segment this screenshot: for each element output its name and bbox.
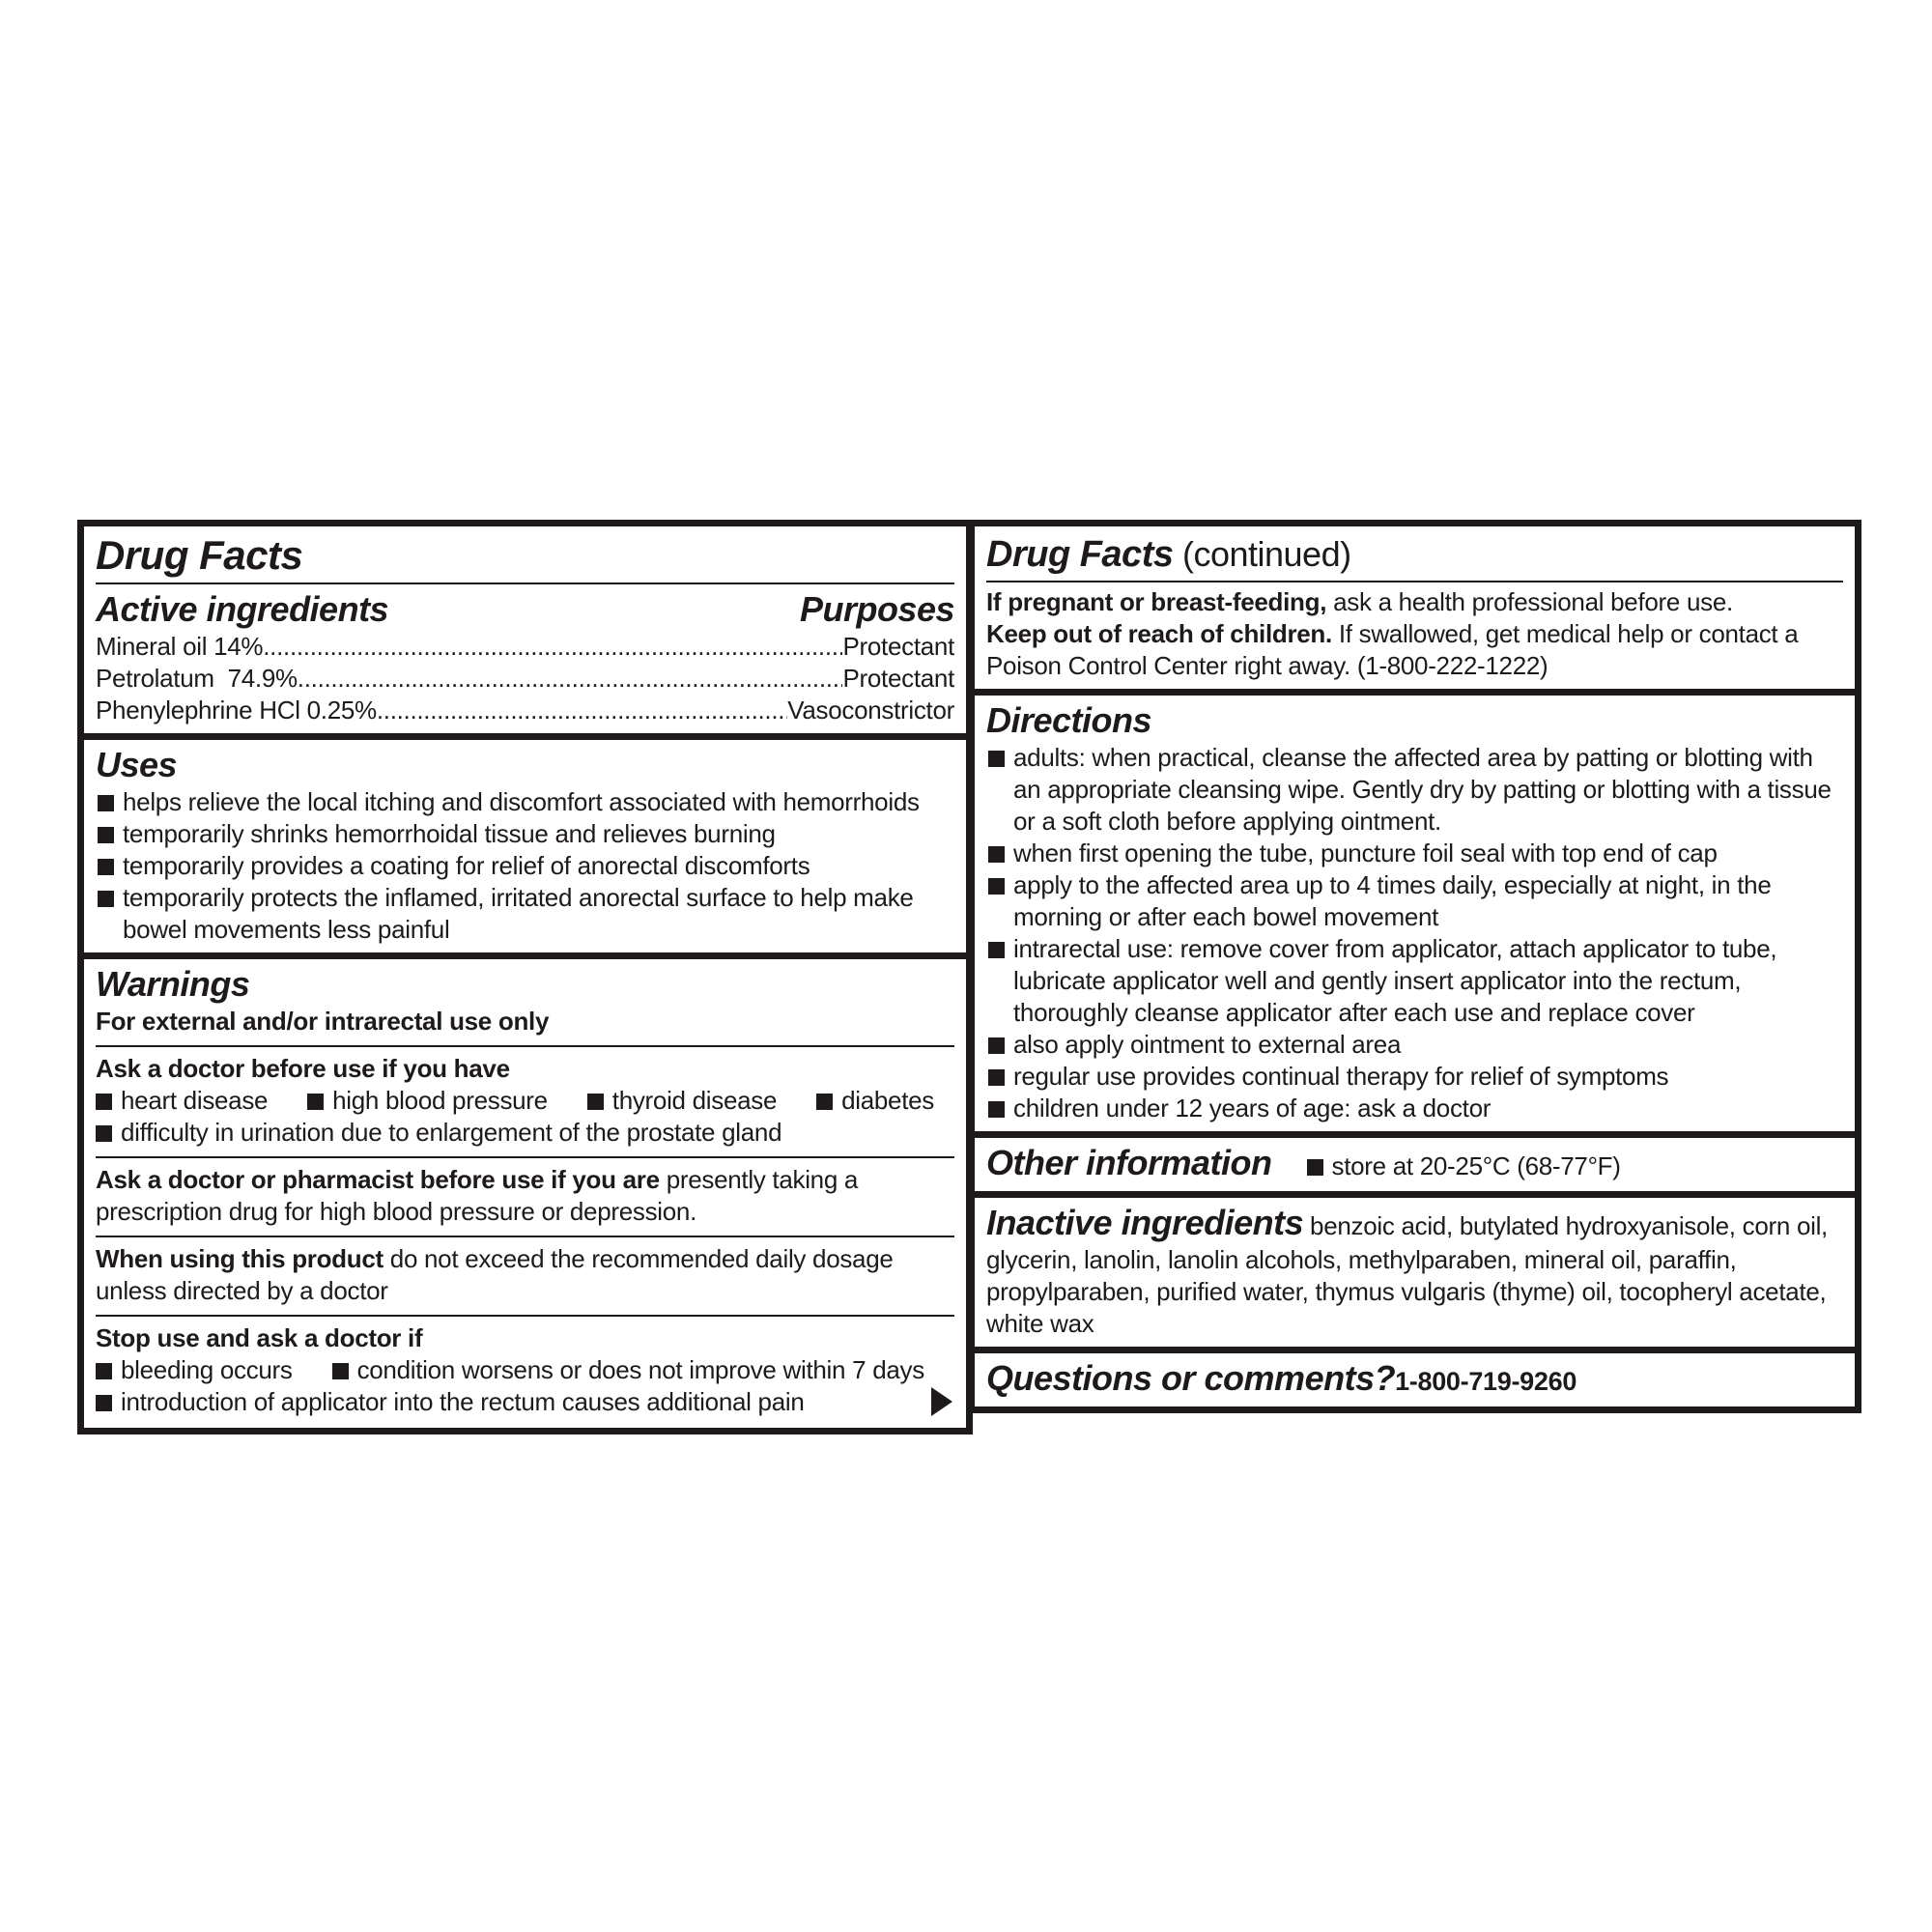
other-information-heading: Other information [986,1143,1272,1182]
list-item [986,1061,1843,1093]
stop-use-item: condition worsens or does not improve within 7 days [356,1355,924,1384]
condition-item: thyroid disease [611,1086,778,1115]
bullet-square-icon [98,795,114,811]
ingredient-row [96,631,954,663]
list-item-text: intrarectal use: remove cover from applicator, attach applicator to tube, lubricate applicator well and gently insert applicator into the rectum, thoroughly cleanse applicator after each use and replace cover [1013,934,1777,1027]
list-item [96,882,954,946]
condition-item: high blood pressure [332,1086,548,1115]
questions-row [986,1357,1843,1400]
purposes-heading: Purposes [799,589,954,629]
list-item [96,850,954,882]
stop-use-item: introduction of applicator into the rectum causes additional pain [121,1387,805,1416]
keep-out-lead: Keep out of reach of children. [986,619,1332,648]
dot-leader [377,695,787,726]
drug-facts-left-column [77,520,973,1435]
list-item [986,1093,1843,1124]
bullet-square-icon [988,1037,1005,1054]
bullet-square-icon [988,1069,1005,1086]
list-item-text: temporarily provides a coating for relief of anorectal discomforts [123,851,810,880]
list-item-text: regular use provides continual therapy for relief of symptoms [1013,1062,1669,1091]
uses-heading: Uses [96,745,178,784]
condition-item: heart disease [121,1086,269,1115]
drug-facts-continued-title [986,530,1843,579]
bullet-square-icon [816,1094,833,1110]
bullet-square-icon [98,859,114,875]
list-item-text: helps relieve the local itching and discomfort associated with hemorrhoids [123,787,920,816]
ingredient-purpose: Protectant [842,664,954,693]
bullet-square-icon [988,878,1005,895]
list-item [986,869,1843,933]
storage-text: store at 20-25°C (68-77°F) [1331,1151,1621,1180]
external-use-note: For external and/or intrarectal use only [96,1007,550,1036]
divider [986,581,1843,582]
list-item-text: apply to the affected area up to 4 times daily, especially at night, in the morning or after each bowel movement [1013,870,1772,931]
continued-box [968,520,1861,696]
list-item [986,838,1843,869]
stop-use-list [96,1386,954,1418]
other-information-row [986,1142,1843,1184]
ingredient-purpose: Protectant [842,632,954,661]
divider [96,582,954,584]
continued-label: (continued) [1173,534,1351,574]
active-ingredients-heading: Active ingredients [96,589,389,629]
divider [96,1315,954,1317]
divider [96,1236,954,1237]
continue-arrow-icon [931,1387,952,1416]
ingredient-row [96,663,954,695]
inactive-ingredients-box [968,1191,1861,1353]
bullet-square-icon [96,1395,112,1411]
bullet-square-icon [1307,1159,1323,1176]
warnings-heading: Warnings [96,964,250,1004]
condition-list [96,1117,954,1149]
list-item [986,933,1843,1029]
directions-box [968,689,1861,1138]
list-item-text: when first opening the tube, puncture foil seal with top end of cap [1013,838,1718,867]
bullet-square-icon [988,751,1005,767]
list-item-text: temporarily shrinks hemorrhoidal tissue and relieves burning [123,819,776,848]
keep-out-text: If swallowed, get medical help or contact a Poison Control Center right away. (1-800-222-1222) [986,619,1799,680]
list-item [986,1029,1843,1061]
condition-item: difficulty in urination due to enlargement of the prostate gland [121,1118,782,1147]
ingredient-name: Phenylephrine HCl 0.25% [96,696,377,724]
storage-item [1307,1151,1621,1182]
directions-heading: Directions [986,700,1152,740]
divider [96,1045,954,1047]
pregnant-text: ask a health professional before use. [1326,587,1733,616]
inactive-ingredients-text: benzoic acid, butylated hydroxyanisole, corn oil, glycerin, lanolin, lanolin alcohols, methylparaben, mineral oil, paraffin, propylparaben, purified water, thymus vulgaris (thyme) oil, tocopheryl acetate, white wax [986,1211,1828,1338]
list-item-text: children under 12 years of age: ask a doctor [1013,1094,1492,1122]
bullet-square-icon [307,1094,324,1110]
list-item [96,818,954,850]
drug-facts-title: Drug Facts [986,534,1174,575]
dot-leader [298,663,843,695]
when-using-lead: When using this product [96,1244,384,1273]
questions-box [968,1347,1861,1413]
bullet-square-icon [988,1101,1005,1118]
bullet-square-icon [96,1094,112,1110]
list-item-text: temporarily protects the inflamed, irritated anorectal surface to help make bowel movements less painful [123,883,914,944]
stop-use-item: bleeding occurs [121,1355,293,1384]
warnings-box [77,952,973,1435]
stop-use-list [96,1354,954,1386]
stop-use-heading: Stop use and ask a doctor if [96,1323,423,1352]
inactive-ingredients-heading: Inactive ingredients [986,1203,1304,1242]
list-item [986,742,1843,838]
dot-leader [263,631,842,663]
ingredient-name: Mineral oil 14% [96,632,264,661]
keep-out-paragraph [986,618,1843,682]
questions-phone: 1-800-719-9260 [1395,1367,1577,1396]
drug-facts-title: Drug Facts [96,532,303,578]
questions-heading: Questions or comments? [986,1358,1396,1398]
ask-pharmacist-lead: Ask a doctor or pharmacist before use if you are [96,1165,660,1194]
when-using-text: do not exceed the recommended daily dosage unless directed by a doctor [96,1244,894,1305]
ask-pharmacist-paragraph [96,1164,954,1228]
when-using-paragraph [96,1243,954,1307]
bullet-square-icon [98,827,114,843]
bullet-square-icon [988,942,1005,958]
bullet-square-icon [98,891,114,907]
ingredient-name: Petrolatum 74.9% [96,664,298,693]
drug-facts-right-column [968,520,1861,1413]
ask-pharmacist-text: presently taking a prescription drug for high blood pressure or depression. [96,1165,859,1226]
ask-doctor-heading: Ask a doctor before use if you have [96,1054,510,1083]
divider [96,1156,954,1158]
bullet-square-icon [96,1125,112,1142]
uses-box [77,733,973,959]
pregnant-paragraph [986,586,1843,618]
list-item-text: also apply ointment to external area [1013,1030,1402,1059]
bullet-square-icon [96,1363,112,1379]
active-ingredients-header [96,588,954,631]
inactive-ingredients-paragraph [986,1202,1843,1340]
other-information-box [968,1131,1861,1198]
bullet-square-icon [587,1094,604,1110]
bullet-square-icon [332,1363,349,1379]
list-item-text: adults: when practical, cleanse the affected area by patting or blotting with an appropriate cleansing wipe. Gently dry by patting or blotting with a tissue or a soft cloth before applying ointment. [1013,743,1832,836]
condition-item: diabetes [841,1086,934,1115]
active-ingredients-box [77,520,973,740]
condition-list [96,1085,954,1117]
bullet-square-icon [988,846,1005,863]
pregnant-lead: If pregnant or breast-feeding, [986,587,1327,616]
ingredient-purpose: Vasoconstrictor [787,696,954,724]
list-item [96,786,954,818]
ingredient-row [96,695,954,726]
